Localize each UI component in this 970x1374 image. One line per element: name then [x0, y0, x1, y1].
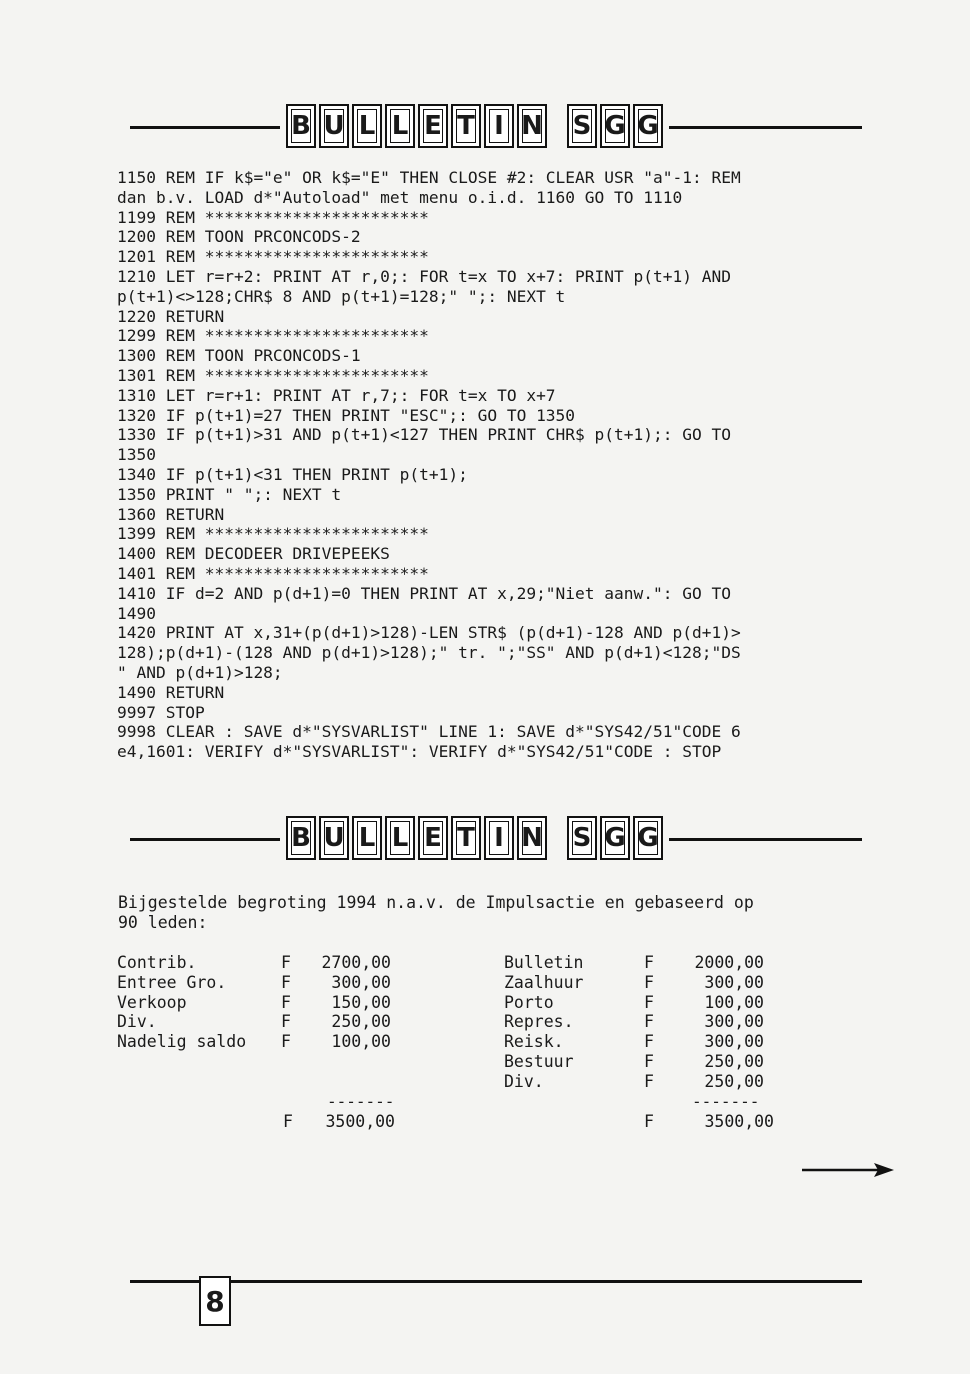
code-line: 1330 IF p(t+1)>31 AND p(t+1)<127 THEN PRINT CHR$ p(t+1);: GO TO: [117, 425, 731, 445]
banner-letter: E: [418, 104, 448, 148]
budget-label: Reisk.: [504, 1032, 564, 1052]
budget-row: [117, 1032, 391, 1052]
expense-total-divider: -------: [692, 1092, 760, 1111]
banner-letter: T: [451, 816, 481, 860]
budget-row: [117, 973, 391, 993]
banner-letter: S: [567, 104, 597, 148]
budget-row: [117, 993, 391, 1013]
code-line: 1299 REM ***********************: [117, 326, 429, 346]
budget-label: Zaalhuur: [504, 972, 584, 992]
budget-amount: 250,00: [704, 1071, 764, 1091]
banner-title: [280, 104, 669, 148]
budget-amount: 300,00: [704, 972, 764, 992]
intro-line: Bijgestelde begroting 1994 n.a.v. de Impulsactie en gebaseerd op: [118, 893, 754, 912]
budget-row: [504, 993, 764, 1013]
budget-currency: F: [281, 953, 291, 972]
budget-currency: F: [644, 972, 654, 992]
code-line: 1301 REM ***********************: [117, 365, 429, 385]
code-line: e4,1601: VERIFY d*"SYSVARLIST": VERIFY d*"SYS42/51"CODE : STOP: [117, 742, 722, 762]
page-number: 8: [199, 1276, 231, 1326]
budget-amount: 300,00: [331, 972, 391, 992]
budget-label: Entree Gro.: [117, 972, 227, 992]
budget-amount: 250,00: [704, 1051, 764, 1071]
code-line: 1399 REM ***********************: [117, 524, 429, 544]
budget-amount: 100,00: [704, 992, 764, 1012]
code-line: 1490: [117, 603, 156, 623]
budget-amount: 2700,00: [321, 953, 391, 972]
budget-label: Div.: [504, 1071, 544, 1091]
budget-amount: 300,00: [704, 1012, 764, 1032]
budget-label: Contrib.: [117, 953, 197, 972]
expense-total: [644, 1112, 774, 1132]
banner-letter: U: [319, 104, 349, 148]
code-line: 1420 PRINT AT x,31+(p(d+1)>128)-LEN STR$ (p(d+1)-128 AND p(d+1)>: [117, 623, 741, 643]
banner-letter: L: [352, 104, 382, 148]
banner-letter: [550, 104, 564, 144]
banner-letter: G: [600, 816, 630, 860]
budget-currency: F: [281, 1032, 291, 1052]
income-total-amount: 3500,00: [325, 1112, 395, 1131]
code-line: 128);p(d+1)-(128 AND p(d+1)>128);" tr. ";"SS" AND p(d+1)<128;"DS: [117, 643, 741, 663]
budget-currency: F: [644, 1051, 654, 1071]
budget-row: [504, 973, 764, 993]
top-banner: [130, 104, 862, 150]
budget-currency: F: [281, 992, 291, 1012]
budget-currency: F: [644, 1012, 654, 1032]
budget-label: Div.: [117, 1012, 157, 1032]
budget-row: [504, 1032, 764, 1052]
banner-letter: E: [418, 816, 448, 860]
code-line: 9997 STOP: [117, 702, 205, 722]
banner-letter: G: [600, 104, 630, 148]
code-line: 1360 RETURN: [117, 504, 225, 524]
budget-row: [504, 1072, 764, 1092]
budget-row: [504, 1012, 764, 1032]
budget-currency: F: [281, 972, 291, 992]
code-listing: [117, 168, 877, 762]
budget-row: [117, 1012, 391, 1032]
banner-letter: T: [451, 104, 481, 148]
code-line: 1401 REM ***********************: [117, 563, 429, 583]
income-total-divider: -------: [327, 1092, 395, 1111]
code-line: 1310 LET r=r+1: PRINT AT r,7;: FOR t=x TO x+7: [117, 385, 556, 405]
code-line: 1320 IF p(t+1)=27 THEN PRINT "ESC";: GO TO 1350: [117, 405, 576, 425]
expense-list: [504, 953, 764, 1092]
budget-label: Bestuur: [504, 1051, 574, 1071]
budget-currency: F: [644, 992, 654, 1012]
code-line: 1210 LET r=r+2: PRINT AT r,0;: FOR t=x TO x+7: PRINT p(t+1) AND: [117, 266, 731, 286]
banner-letter: I: [484, 816, 514, 860]
banner-letter: S: [567, 816, 597, 860]
budget-currency: F: [281, 1012, 291, 1032]
code-line: 1199 REM ***********************: [117, 207, 429, 227]
code-line: 1150 REM IF k$="e" OR k$="E" THEN CLOSE #2: CLEAR USR "a"-1: REM: [117, 168, 741, 187]
budget-label: Porto: [504, 992, 554, 1012]
banner-letter: L: [385, 104, 415, 148]
banner-title: [280, 816, 669, 860]
bottom-rule: [130, 1280, 862, 1283]
code-line: 1400 REM DECODEER DRIVEPEEKS: [117, 544, 390, 564]
income-total-currency: F: [283, 1112, 293, 1131]
middle-banner: [130, 816, 862, 862]
banner-letter: B: [286, 104, 316, 148]
banner-letter: B: [286, 816, 316, 860]
budget-currency: F: [644, 953, 654, 972]
budget-amount: 2000,00: [694, 953, 764, 972]
budget-label: Repres.: [504, 1012, 574, 1032]
code-line: 1490 RETURN: [117, 682, 225, 702]
budget-amount: 300,00: [704, 1032, 764, 1052]
code-line: 1350 PRINT " ";: NEXT t: [117, 484, 342, 504]
budget-amount: 150,00: [331, 992, 391, 1012]
income-list: [117, 953, 391, 1052]
banner-letter: G: [633, 104, 663, 148]
budget-intro: [118, 893, 878, 932]
banner-letter: N: [517, 104, 547, 148]
banner-letter: U: [319, 816, 349, 860]
budget-row: [117, 953, 391, 973]
code-line: 1201 REM ***********************: [117, 247, 429, 267]
code-line: 1220 RETURN: [117, 306, 225, 326]
code-line: dan b.v. LOAD d*"Autoload" met menu o.i.d. 1160 GO TO 1110: [117, 187, 683, 207]
code-line: 1200 REM TOON PRCONCODS-2: [117, 227, 361, 247]
code-line: 9998 CLEAR : SAVE d*"SYSVARLIST" LINE 1: SAVE d*"SYS42/51"CODE 6: [117, 722, 741, 742]
banner-letter: I: [484, 104, 514, 148]
arrow-right-icon: [802, 1160, 894, 1180]
budget-amount: 100,00: [331, 1032, 391, 1052]
banner-letter: N: [517, 816, 547, 860]
budget-row: [504, 953, 764, 973]
banner-letter: L: [352, 816, 382, 860]
code-line: 1410 IF d=2 AND p(d+1)=0 THEN PRINT AT x,29;"Niet aanw.": GO TO: [117, 583, 731, 603]
income-total: [283, 1112, 395, 1132]
intro-line: 90 leden:: [118, 912, 208, 932]
code-line: " AND p(d+1)>128;: [117, 662, 283, 682]
budget-row: [504, 1052, 764, 1072]
banner-letter: G: [633, 816, 663, 860]
budget-label: Nadelig saldo: [117, 1032, 247, 1052]
code-line: p(t+1)<>128;CHR$ 8 AND p(t+1)=128;" ";: NEXT t: [117, 286, 566, 306]
budget-label: Verkoop: [117, 992, 187, 1012]
code-line: 1300 REM TOON PRCONCODS-1: [117, 346, 361, 366]
code-line: 1350: [117, 445, 156, 465]
budget-amount: 250,00: [331, 1012, 391, 1032]
banner-letter: [550, 816, 564, 856]
banner-letter: L: [385, 816, 415, 860]
budget-currency: F: [644, 1071, 654, 1091]
expense-total-amount: 3500,00: [704, 1112, 774, 1131]
code-line: 1340 IF p(t+1)<31 THEN PRINT p(t+1);: [117, 464, 468, 484]
budget-label: Bulletin: [504, 953, 584, 972]
budget-currency: F: [644, 1032, 654, 1052]
expense-total-currency: F: [644, 1112, 654, 1131]
